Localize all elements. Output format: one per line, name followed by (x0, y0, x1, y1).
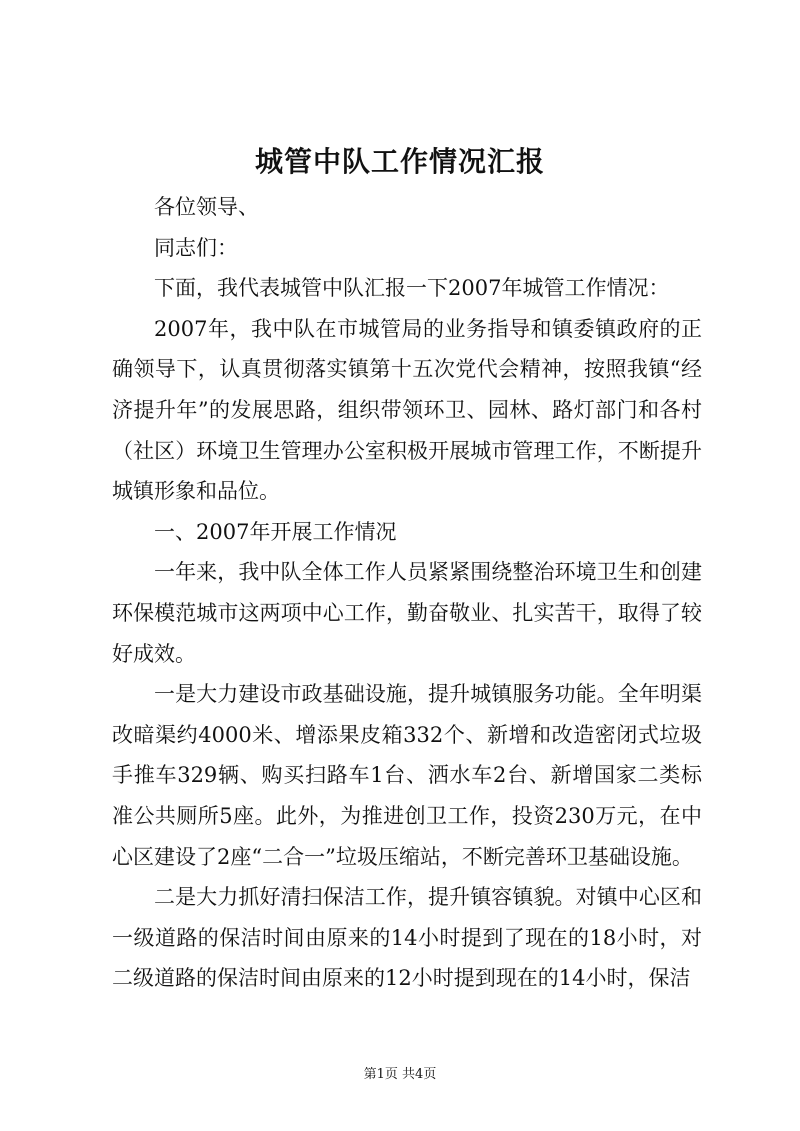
page-footer: 第1页 共4页 (363, 1067, 437, 1082)
cleaning-paragraph: 二是大力抓好清扫保洁工作，提升镇容镇貌。对镇中心区和一级道路的保洁时间由原来的14小时提到了现在的18小时，对二级道路的保洁时间由原来的12小时提到现在的14小时，保洁 (112, 885, 702, 991)
section-heading: 一、2007年开展工作情况 (154, 519, 397, 544)
salutation-line-1: 各位领导、 (154, 195, 259, 219)
summary-paragraph: 一年来，我中队全体工作人员紧紧围绕整治环境卫生和创建环保模范城市这两项中心工作，勤奋敬业、扎实苦干，取得了较好成效。 (112, 560, 702, 666)
document-title: 城管中队工作情况汇报 (254, 145, 545, 178)
intro-paragraph: 下面，我代表城管中队汇报一下2007年城管工作情况： (154, 276, 670, 301)
salutation-line-2: 同志们： (154, 235, 238, 260)
document-body (112, 187, 702, 999)
infrastructure-paragraph: 一是大力建设市政基础设施，提升城镇服务功能。全年明渠改暗渠约4000米、增添果皮箱332个、新增和改造密闭式垃圾手推车329辆、购买扫路车1台、洒水车2台、新增国家二类标准公共厕所5座。此外，为推进创卫工作，投资230万元，在中心区建设了2座“二合一”垃圾压缩站，不断完善环卫基础设施。 (112, 682, 702, 869)
overview-paragraph: 2007年，我中队在市城管局的业务指导和镇委镇政府的正确领导下，认真贯彻落实镇第十五次党代会精神，按照我镇“经济提升年”的发展思路，组织带领环卫、园林、路灯部门和各村（社区）环境卫生管理办公室积极开展城市管理工作，不断提升城镇形象和品位。 (112, 316, 702, 504)
